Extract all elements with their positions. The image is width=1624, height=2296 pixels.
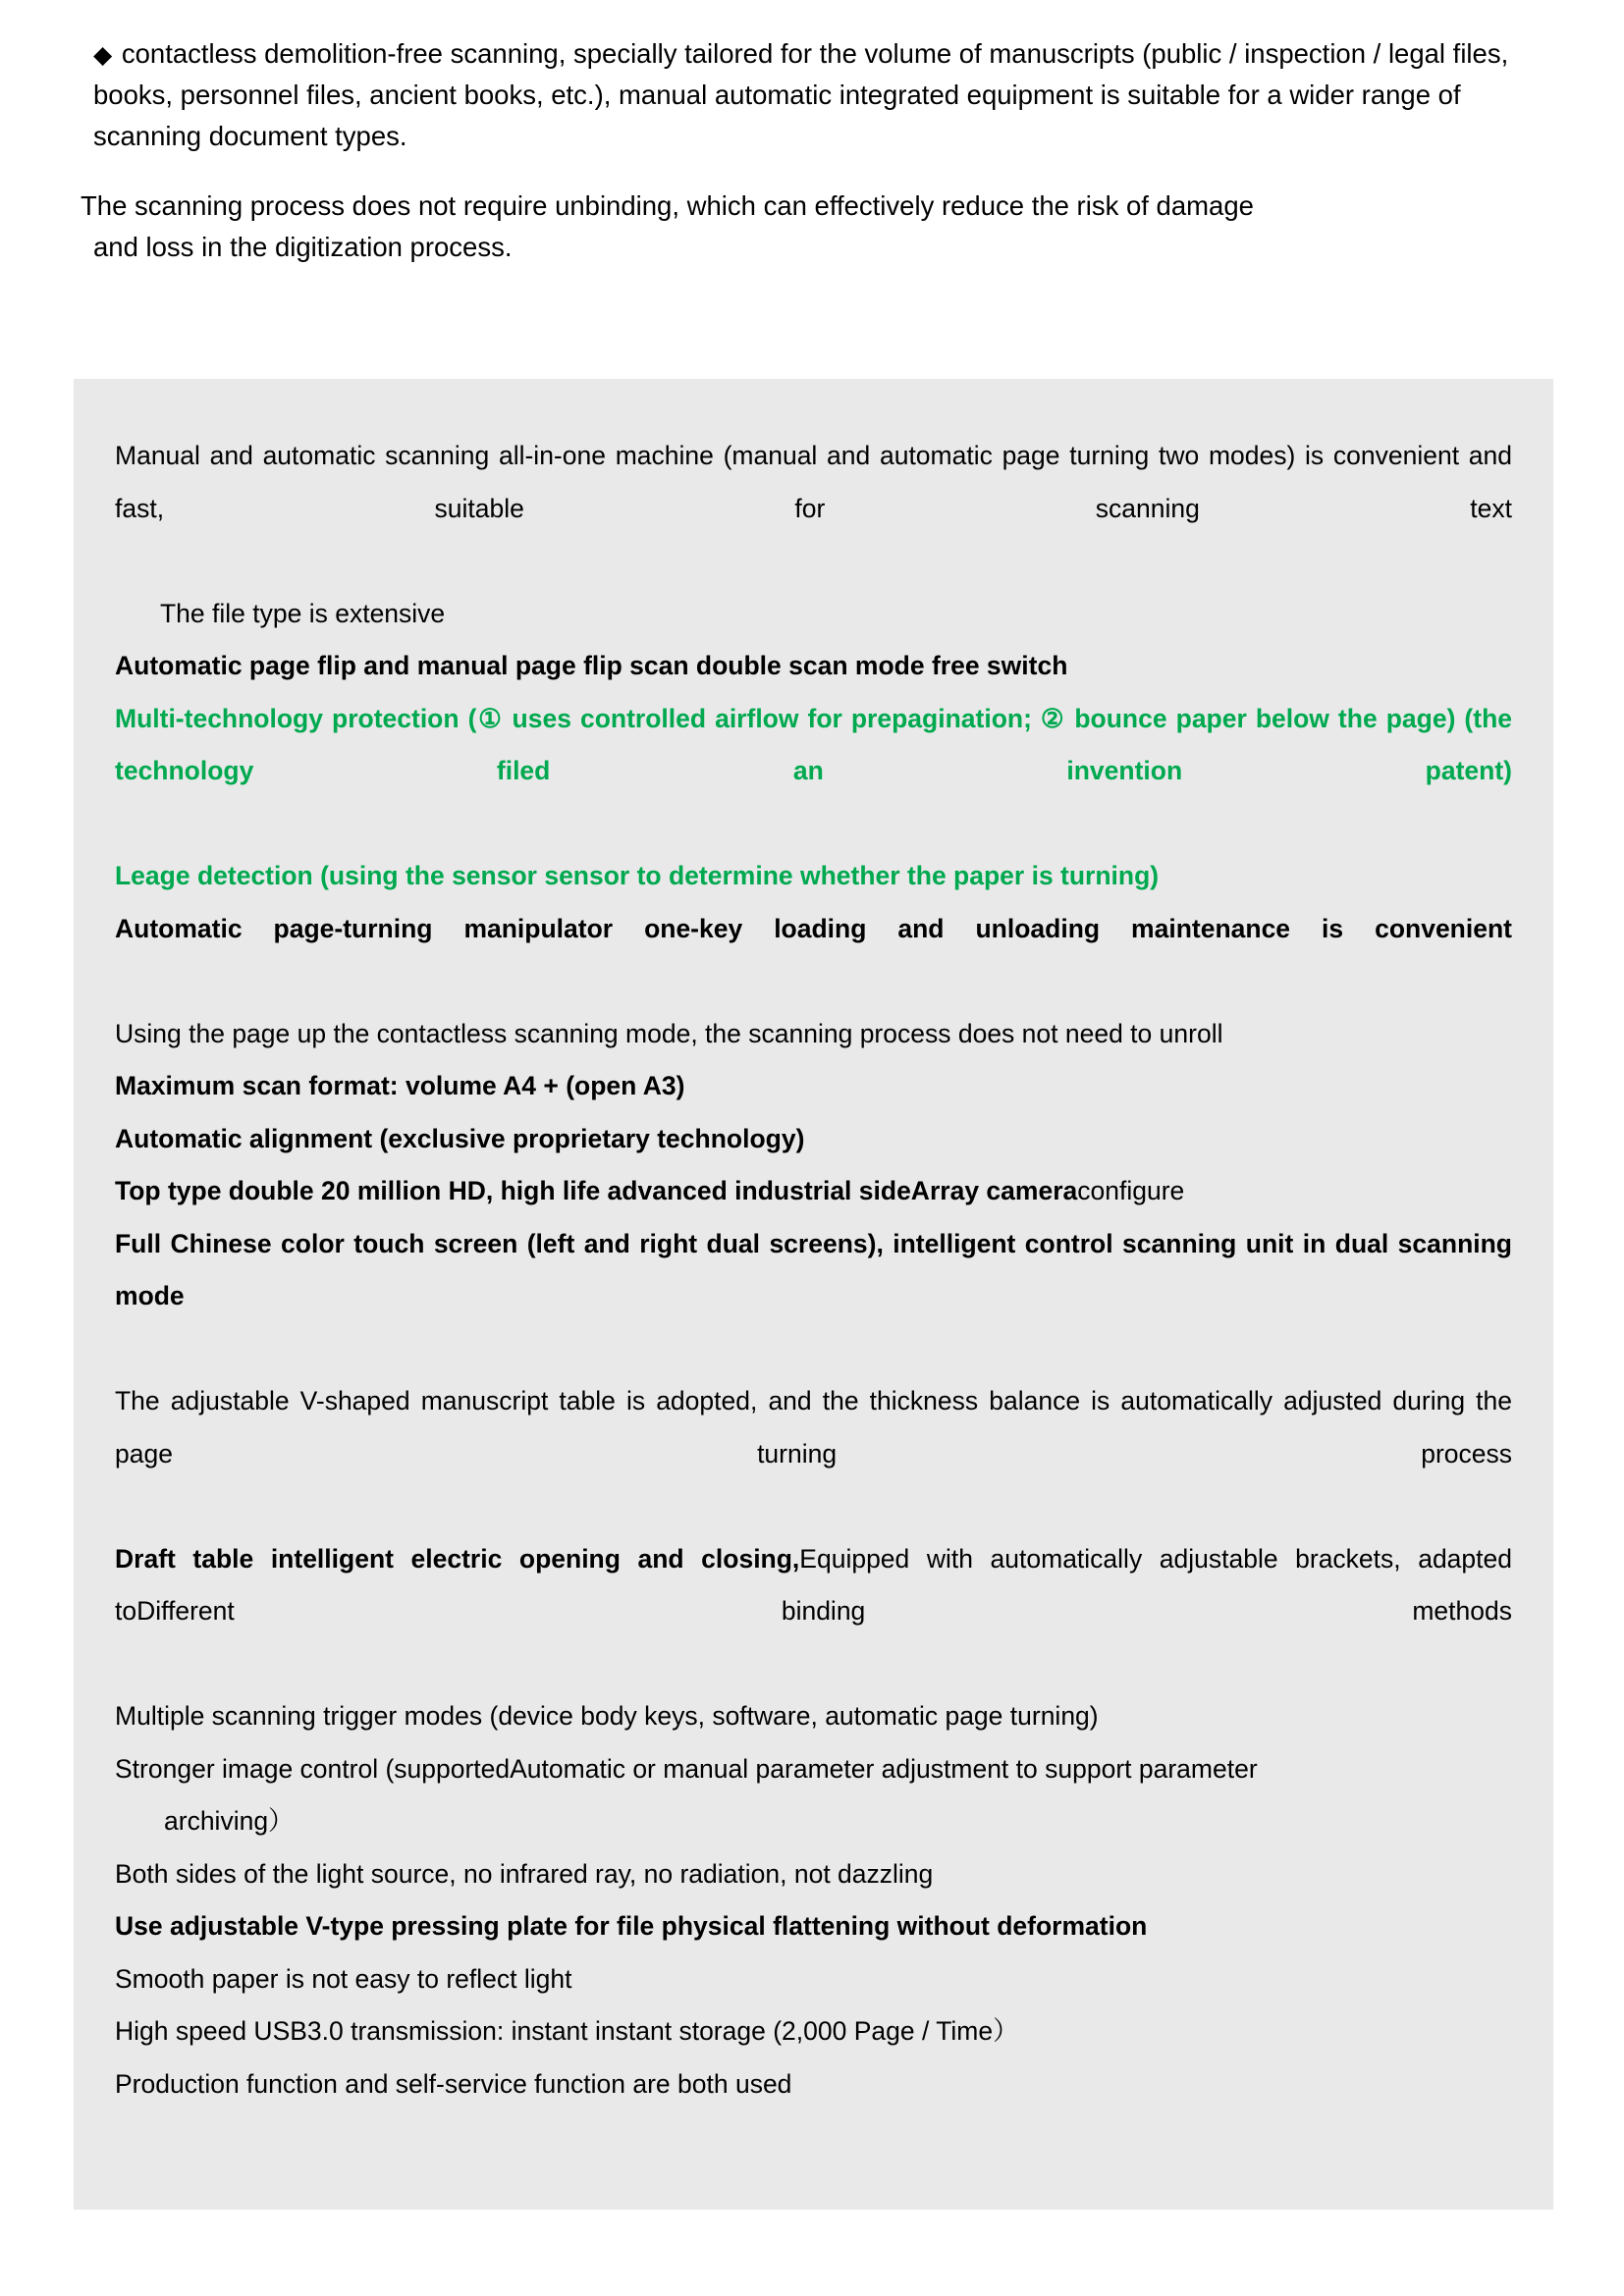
feature-text: Automatic page-turning manipulator one-key loading and unloading maintenance is convenient	[115, 913, 1512, 943]
feature-line-file-type	[115, 588, 1512, 641]
feature-line-draft-table	[115, 1533, 1512, 1691]
feature-line-pressing-plate	[115, 1900, 1512, 1953]
feature-text-bold: Top type double 20 million HD, high life advanced industrial sideArray camera	[115, 1176, 1078, 1206]
feature-text: Smooth paper is not easy to reflect light	[115, 1963, 572, 1994]
feature-text: Multi-technology protection (① uses controlled airflow for prepagination; ② bounce paper below the page) (the technology filed an invention patent)	[115, 703, 1512, 786]
feature-text: Multiple scanning trigger modes (device body keys, software, automatic page turning)	[115, 1701, 1099, 1732]
feature-line-image-control	[115, 1743, 1512, 1848]
diamond-bullet-icon: ◆	[93, 41, 115, 69]
intro-paragraph-2-line-2: and loss in the digitization process.	[93, 232, 513, 263]
feature-line-max-scan-format	[115, 1060, 1512, 1113]
feature-list-panel	[74, 379, 1553, 2210]
feature-text: Both sides of the light source, no infrared ray, no radiation, not dazzling	[115, 1858, 934, 1889]
feature-line-page-up-contactless	[115, 1008, 1512, 1061]
feature-text: The adjustable V-shaped manuscript table is adopted, and the thickness balance is automatically adjusted during the page turning process	[115, 1386, 1512, 1468]
feature-line-multi-technology-protection	[115, 693, 1512, 851]
feature-text: Maximum scan format: volume A4 + (open A3)	[115, 1071, 685, 1101]
feature-text: The file type is extensive	[160, 598, 446, 628]
feature-text: High speed USB3.0 transmission: instant instant storage (2,000 Page / Time）	[115, 2016, 1019, 2047]
feature-line-trigger-modes	[115, 1690, 1512, 1743]
feature-line-automatic-alignment	[115, 1113, 1512, 1166]
feature-text: Manual and automatic scanning all-in-one machine (manual and automatic page turning two modes) is convenient and fast, suitable for scanning text	[115, 441, 1512, 523]
feature-text-regular: configure	[1077, 1176, 1185, 1206]
feature-text: Automatic page flip and manual page flip scan double scan mode free switch	[115, 651, 1068, 681]
feature-text: Automatic alignment (exclusive proprietary technology)	[115, 1123, 805, 1153]
feature-line-double-scan-mode	[115, 640, 1512, 693]
feature-text: Full Chinese color touch screen (left and right dual screens), intelligent control scanning unit in dual scanning mode	[115, 1228, 1512, 1311]
intro-paragraph-2	[81, 186, 1527, 268]
feature-line-intro-modes	[115, 430, 1512, 588]
intro-paragraph-bullet	[93, 33, 1527, 156]
intro-paragraph-1-text: contactless demolition-free scanning, specially tailored for the volume of manuscripts (public / inspection / legal files, books, personnel files, ancient books, etc.), manual automatic integrated equipment is suitable for a wider range of scanning document types.	[93, 38, 1509, 151]
feature-text-regular: Equipped with automatically adjustable brackets, adapted toDifferent binding methods	[115, 1543, 1513, 1627]
feature-line-v-shaped-table	[115, 1375, 1512, 1533]
feature-line-production-function	[115, 2058, 1512, 2111]
feature-text-bold: Draft table intelligent electric opening and closing,	[115, 1543, 800, 1574]
intro-section	[81, 33, 1527, 268]
feature-line-touch-screen	[115, 1218, 1512, 1376]
feature-line-page-turning-manipulator	[115, 903, 1512, 1008]
feature-text: Leage detection (using the sensor sensor to determine whether the paper is turning)	[115, 861, 1160, 891]
feature-line-light-source	[115, 1848, 1512, 1901]
feature-line-camera-spec	[115, 1165, 1512, 1218]
intro-paragraph-2-line-1: The scanning process does not require unbinding, which can effectively reduce the risk of damage	[81, 190, 1254, 222]
feature-text: Production function and self-service function are both used	[115, 2068, 792, 2099]
feature-text-line-2: archiving）	[164, 1806, 295, 1837]
feature-text-line-1: Stronger image control (supportedAutomatic or manual parameter adjustment to support parameter	[115, 1753, 1258, 1784]
feature-text: Using the page up the contactless scanning mode, the scanning process does not need to unroll	[115, 1018, 1223, 1048]
feature-text: Use adjustable V-type pressing plate for file physical flattening without deformation	[115, 1911, 1148, 1942]
feature-line-leage-detection	[115, 850, 1512, 903]
feature-line-usb-transmission	[115, 2005, 1512, 2058]
feature-line-smooth-paper	[115, 1953, 1512, 2006]
